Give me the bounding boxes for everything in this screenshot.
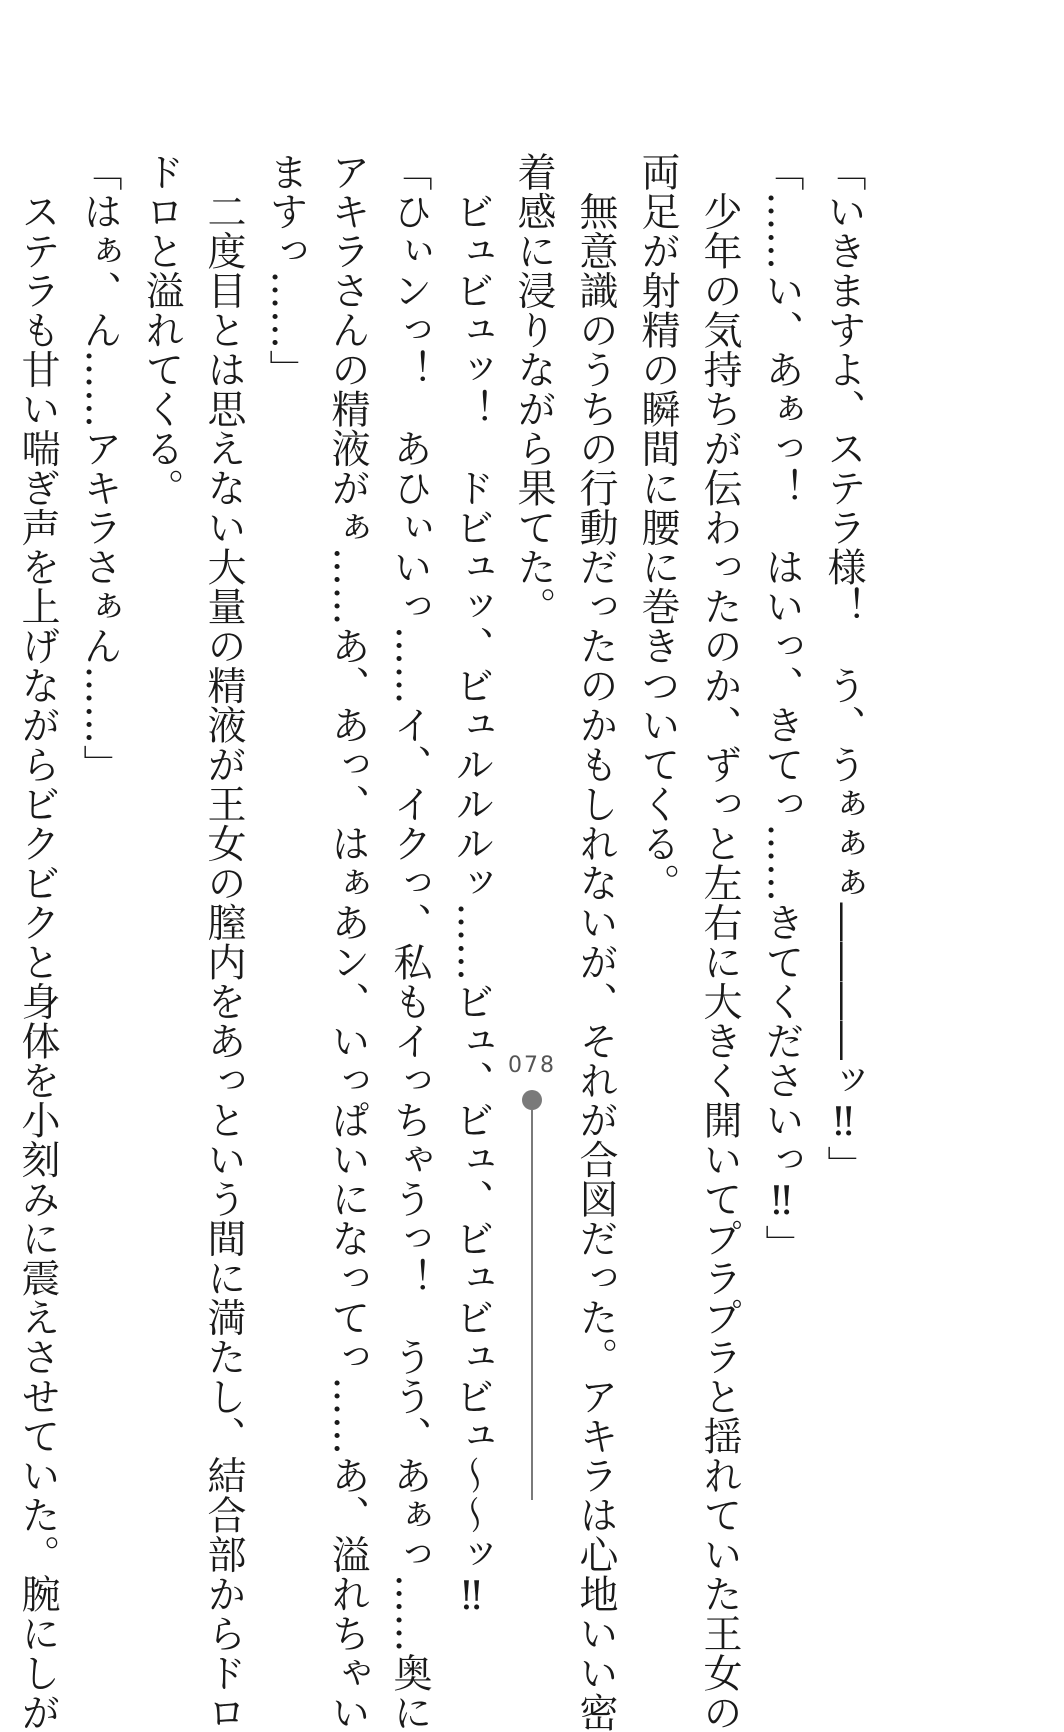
page-marker	[522, 1090, 542, 1500]
page-number: 078	[508, 1053, 556, 1078]
text-line	[0, 152, 6, 1402]
text-line: 着感に浸りながら果てた。	[511, 152, 556, 626]
text-line: ビュビュッ！ ドビュッ、ビュルルルッ……ビュ、ビュ、ビュビュビュ～～ッ‼	[449, 152, 494, 1620]
text-line: 「……い、あぁっ！ はいっ、きてっ……きてくださいっ‼」	[759, 152, 804, 1264]
text-line: ますっ……」	[263, 152, 308, 389]
text-line: 「はぁ、ん……アキラさぁん……」	[77, 152, 122, 784]
text-line: 両足が射精の瞬間に腰に巻きついてくる。	[635, 152, 680, 903]
text-line: 無意識のうちの行動だったのかもしれないが、それが合図だった。アキラは心地いい密	[573, 152, 618, 1732]
text-line: 少年の気持ちが伝わったのか、ずっと左右に大きく開いてプラプラと揺れていた王女の	[697, 152, 742, 1732]
text-line: ステラも甘い喘ぎ声を上げながらビクビクと身体を小刻みに震えさせていた。腕にしが	[15, 152, 60, 1732]
marker-dot-icon	[522, 1090, 542, 1110]
text-line: アキラさんの精液がぁ……あ、あっ、はぁあン、いっぱいになってっ……あ、溢れちゃい	[325, 152, 370, 1732]
vertical-text-body	[0, 152, 874, 1732]
text-line: ドロと溢れてくる。	[139, 152, 184, 508]
text-line: 「いきますよ、ステラ様！ う、うぁぁぁ――――ッ‼」	[821, 152, 866, 1185]
text-line: 二度目とは思えない大量の精液が王女の膣内をあっという間に満たし、結合部からドロ	[201, 152, 246, 1732]
marker-stem	[531, 1110, 533, 1500]
text-line: 「ひぃンっ！ あひぃいっ……イ、イクっ、私もイっちゃうっ！ うう、あぁっ……奥に	[387, 152, 432, 1732]
